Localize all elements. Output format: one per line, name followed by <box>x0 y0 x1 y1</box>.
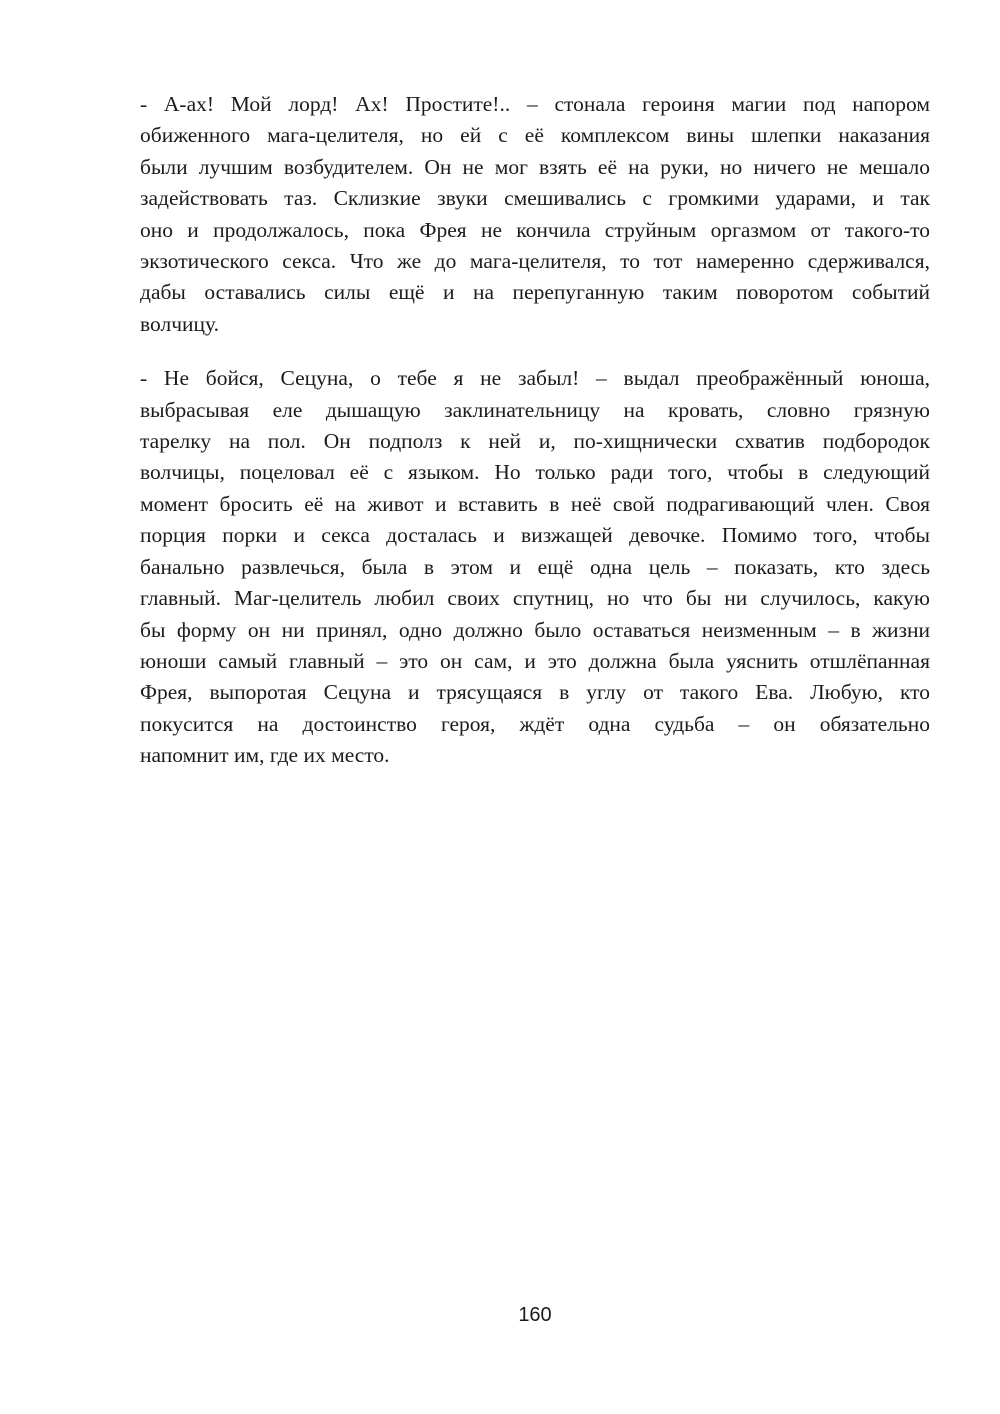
page-text <box>140 89 930 795</box>
text-line: волчицы, поцеловал её с языком. Но только ради того, чтобы в следующий <box>140 460 930 485</box>
page-number: 160 <box>518 1304 552 1326</box>
text-line: момент бросить её на живот и вставить в неё свой подрагивающий член. Своя <box>140 491 930 516</box>
text-line: экзотического секса. Что же до мага-целителя, то тот намеренно сдерживался, <box>140 249 930 274</box>
paragraph <box>140 89 930 340</box>
text-line: - А-ах! Мой лорд! Ах! Простите!.. – стонала героиня магии под напором <box>140 92 930 116</box>
text-line: Фрея, выпоротая Сецуна и трясущаяся в углу от такого Ева. Любую, кто <box>140 680 930 705</box>
text-line: обиженного мага-целителя, но ей с её комплексом вины шлепки наказания <box>140 123 930 148</box>
text-line: напомнит им, где их место. <box>140 743 390 768</box>
text-line: банально развлечься, была в этом и ещё одна цель – показать, кто здесь <box>140 554 930 579</box>
text-line: покусится на достоинство героя, ждёт одна судьба – он обязательно <box>140 711 930 736</box>
text-line: выбрасывая еле дышащую заклинательницу на кровать, словно грязную <box>140 397 930 422</box>
text-line: - Не бойся, Сецуна, о тебе я не забыл! – выдал преображённый юноша, <box>140 366 930 391</box>
text-line: задействовать таз. Склизкие звуки смешивались с громкими ударами, и так <box>140 186 930 211</box>
paragraph <box>140 363 930 771</box>
text-line: волчицу. <box>140 311 219 336</box>
text-line: были лучшим возбудителем. Он не мог взять её на руки, но ничего не мешало <box>140 154 930 179</box>
text-line: бы форму он ни принял, одно должно было оставаться неизменным – в жизни <box>140 617 930 642</box>
text-line: главный. Маг-целитель любил своих спутниц, но что бы ни случилось, какую <box>140 586 930 611</box>
text-line: тарелку на пол. Он подполз к ней и, по-хищнически схватив подбородок <box>140 429 930 454</box>
text-line: дабы оставались силы ещё и на перепуганную таким поворотом событий <box>140 280 930 305</box>
text-line: оно и продолжалось, пока Фрея не кончила струйным оргазмом от такого-то <box>140 217 930 242</box>
text-line: порция порки и секса досталась и визжащей девочке. Помимо того, чтобы <box>140 523 930 548</box>
text-line: юноши самый главный – это он сам, и это должна была уяснить отшлёпанная <box>140 648 930 673</box>
